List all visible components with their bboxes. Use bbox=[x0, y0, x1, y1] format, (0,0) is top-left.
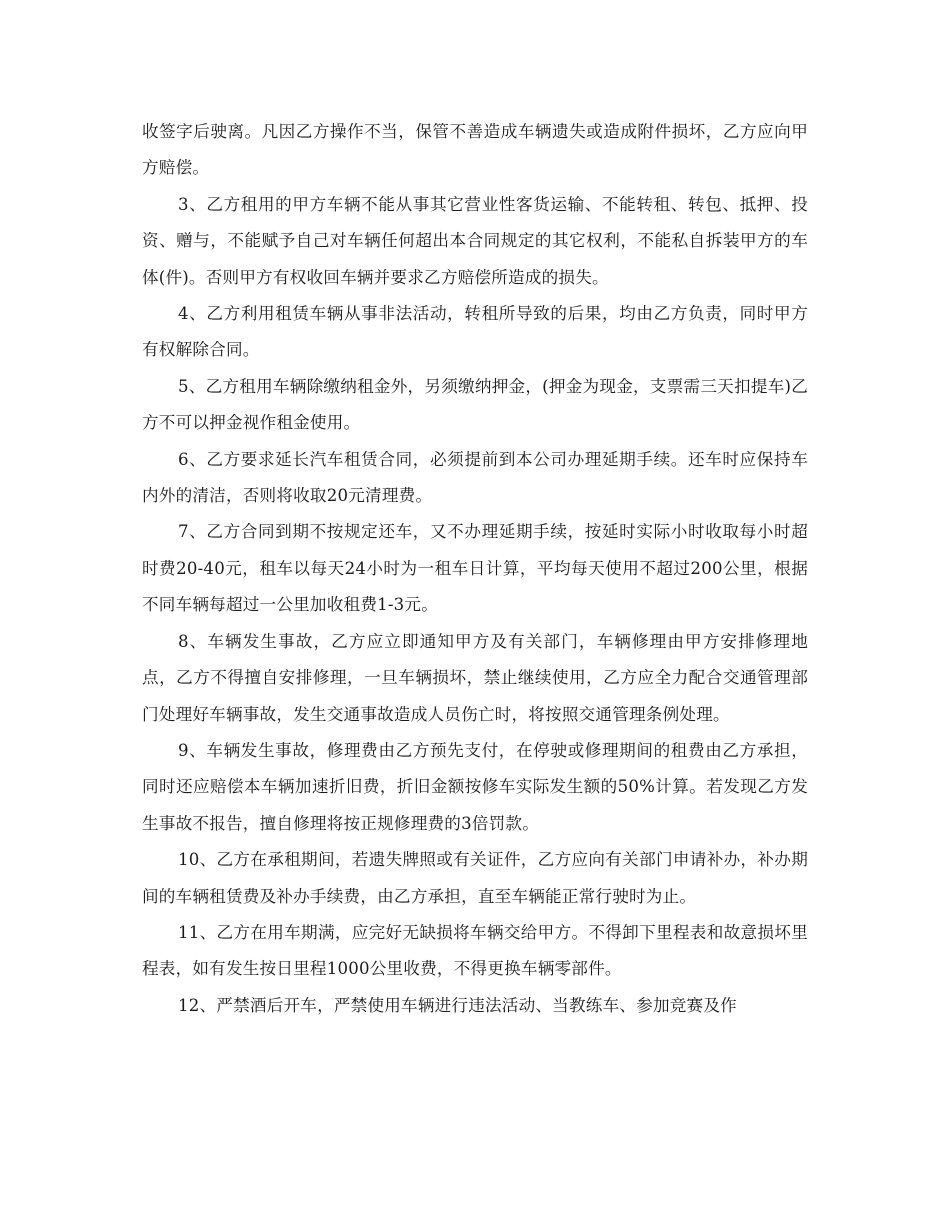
paragraph-clause-9: 9、车辆发生事故，修理费由乙方预先支付，在停驶或修理期间的租费由乙方承担，同时还应赔偿本车辆加速折旧费，折旧金额按修车实际发生额的50%计算。若发现乙方发生事故不报告，擅自修理将按正规修理费的3倍罚款。 bbox=[142, 740, 808, 833]
paragraph-clause-6: 6、乙方要求延长汽车租赁合同，必须提前到本公司办理延期手续。还车时应保持车内外的清洁，否则将收取20元清理费。 bbox=[142, 449, 808, 506]
paragraph-continuation: 收签字后驶离。凡因乙方操作不当，保管不善造成车辆遗失或造成附件损坏，乙方应向甲方赔偿。 bbox=[142, 122, 808, 178]
paragraph-clause-4: 4、乙方利用租赁车辆从事非法活动，转租所导致的后果，均由乙方负责，同时甲方有权解除合同。 bbox=[142, 304, 808, 360]
paragraph-clause-11: 11、乙方在用车期满，应完好无缺损将车辆交给甲方。不得卸下里程表和故意损坏里程表，如有发生按日里程1000公里收费，不得更换车辆零部件。 bbox=[142, 922, 808, 979]
paragraph-clause-7: 7、乙方合同到期不按规定还车，又不办理延期手续，按延时实际小时收取每小时超时费20-40元，租车以每天24小时为一租车日计算，平均每天使用不超过200公里，根据不同车辆每超过一公里加收租费1-3元。 bbox=[142, 522, 808, 615]
paragraph-clause-12: 12、严禁酒后开车，严禁使用车辆进行违法活动、当教练车、参加竞赛及作 bbox=[178, 995, 737, 1015]
paragraph-clause-10: 10、乙方在承租期间，若遗失牌照或有关证件，乙方应向有关部门申请补办，补办期间的车辆租赁费及补办手续费，由乙方承担，直至车辆能正常行驶时为止。 bbox=[142, 850, 808, 906]
paragraph-clause-3: 3、乙方租用的甲方车辆不能从事其它营业性客货运输、不能转租、转包、抵押、投资、赠与，不能赋予自己对车辆任何超出本合同规定的其它权利，不能私自拆装甲方的车体(件)。否则甲方有权收回车辆并要求乙方赔偿所造成的损失。 bbox=[142, 194, 808, 287]
document-body bbox=[142, 114, 808, 1024]
paragraph-clause-5: 5、乙方租用车辆除缴纳租金外，另须缴纳押金，(押金为现金，支票需三天扣提车)乙方不可以押金视作租金使用。 bbox=[142, 376, 808, 433]
paragraph-clause-8: 8、车辆发生事故，乙方应立即通知甲方及有关部门，车辆修理由甲方安排修理地点，乙方不得擅自安排修理，一旦车辆损坏，禁止继续使用，乙方应全力配合交通管理部门处理好车辆事故，发生交通事故造成人员伤亡时，将按照交通管理条例处理。 bbox=[142, 631, 808, 724]
